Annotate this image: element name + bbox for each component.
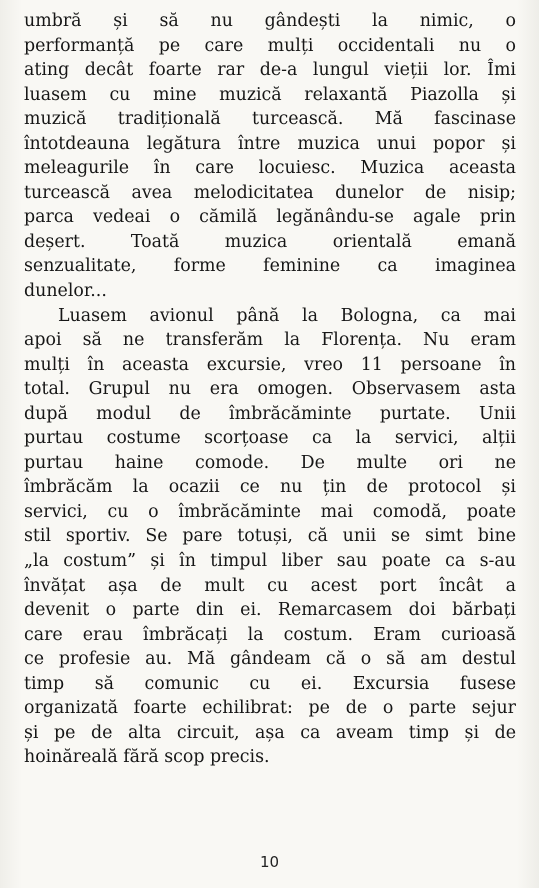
text-line: îmbrăcăm la ocazii ce nu țin de protocol și: [24, 477, 516, 498]
text-line: umbră și să nu gândești la nimic, o: [24, 11, 516, 31]
text-line: după modul de îmbrăcăminte purtate. Unii: [24, 403, 516, 424]
text-line: „la costum” și în timpul liber sau poate ca s-au: [24, 551, 516, 572]
text-line: timp să comunic cu ei. Excursia fusese: [24, 673, 516, 694]
text-line: și pe de alta circuit, așa ca aveam timp și de: [24, 722, 516, 743]
paragraph-end-line: hoinăreală fără scop precis.: [24, 747, 270, 768]
text-line: senzualitate, forme feminine ca imaginea: [24, 256, 516, 277]
text-line: organizată foarte echilibrat: pe de o parte sejur: [24, 698, 516, 719]
text-line: ating decât foarte rar de-a lungul vieții lor. Îmi: [24, 60, 516, 81]
paragraph-start-line: Luasem avionul până la Bologna, ca mai: [58, 305, 516, 326]
text-line: luasem cu mine muzică relaxantă Piazolla și: [24, 84, 516, 105]
text-line: servici, cu o îmbrăcăminte mai comodă, poate: [24, 501, 516, 522]
text-line: care erau îmbrăcați la costum. Eram curioasă: [24, 624, 516, 645]
text-line: devenit o parte din ei. Remarcasem doi bărbați: [24, 600, 516, 621]
text-line: total. Grupul nu era omogen. Observasem asta: [24, 379, 516, 400]
text-line: muzică tradițională turcească. Mă fascinase: [24, 109, 516, 130]
text-line: întotdeauna legătura între muzica unui popor și: [24, 133, 516, 154]
text-line: stil sportiv. Se pare totuși, că unii se simt bine: [24, 526, 516, 547]
body-text: [24, 9, 516, 770]
text-line: ce profesie au. Mă gândeam că o să am destul: [24, 649, 516, 670]
text-line: turcească avea melodicitatea dunelor de nisip;: [24, 182, 516, 203]
text-line: purtau haine comode. De multe ori ne: [24, 452, 516, 473]
text-line: purtau costume scorțoase ca la servici, alții: [24, 428, 516, 449]
text-line: performanță pe care mulți occidentali nu o: [24, 35, 516, 56]
text-line: mulți în aceasta excursie, vreo 11 persoane în: [24, 354, 516, 375]
text-line: apoi să ne transferăm la Florența. Nu eram: [24, 330, 516, 351]
text-line: deșert. Toată muzica orientală emană: [24, 231, 516, 252]
page-number: 10: [259, 853, 280, 871]
paragraph-end-line: dunelor...: [24, 281, 107, 302]
text-line: învățat așa de mult cu acest port încât a: [24, 575, 516, 596]
text-line: parca vedeai o cămilă legănându-se agale prin: [24, 207, 516, 228]
text-line: meleagurile în care locuiesc. Muzica aceasta: [24, 158, 516, 179]
